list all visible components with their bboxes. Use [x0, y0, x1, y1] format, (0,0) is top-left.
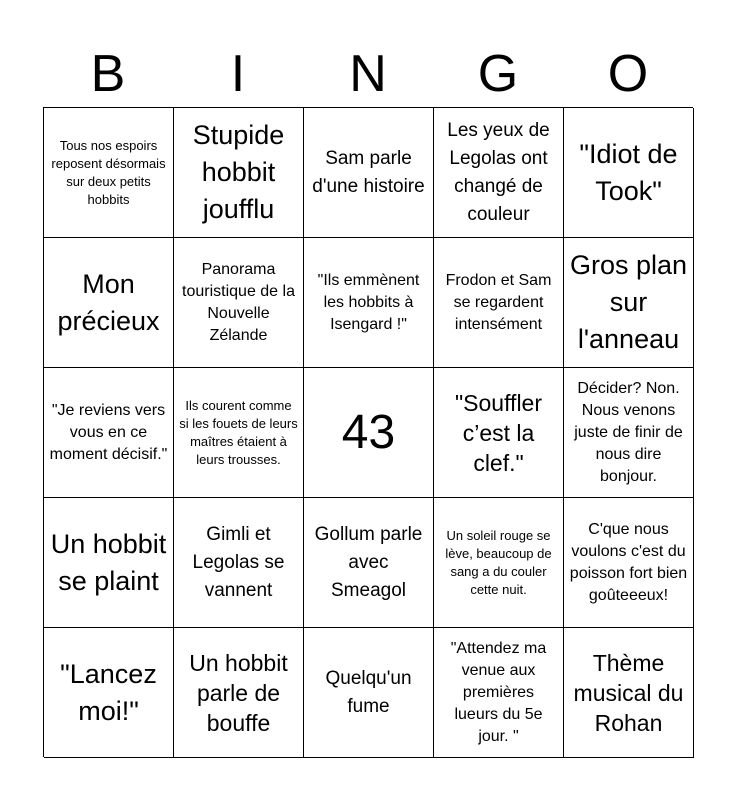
cell-text: "Idiot de Took": [579, 138, 678, 206]
header-letter-g: G: [477, 45, 519, 103]
cell-text: Un hobbit se plaint: [50, 528, 167, 596]
bingo-cell-r5-c3[interactable]: [304, 628, 434, 758]
cell-text: Tous nos espoirs reposent désormais sur deux petits hobbits: [51, 137, 166, 207]
bingo-board: [43, 107, 693, 757]
cell-text: Un hobbit parle de bouffe: [189, 649, 288, 736]
bingo-cell-r1-c3[interactable]: [304, 108, 434, 238]
cell-text: "Attendez ma venue aux premières lueurs du 5e jour. ": [450, 639, 547, 745]
bingo-cell-r4-c5[interactable]: [564, 498, 694, 628]
free-space-number: 43: [341, 405, 396, 459]
cell-text: "Je reviens vers vous en ce moment décisif.": [49, 401, 168, 463]
cell-text: Gollum parle avec Smeagol: [314, 523, 423, 601]
cell-text: Un soleil rouge se lève, beaucoup de sang a du couler cette nuit.: [445, 527, 552, 597]
cell-text: Ils courent comme si les fouets de leurs maîtres étaient à leurs trousses.: [179, 397, 298, 467]
cell-text: Les yeux de Legolas ont changé de couleur: [447, 119, 550, 225]
cell-text: "Souffler c’est la clef.": [454, 389, 542, 476]
bingo-cell-r2-c2[interactable]: [174, 238, 304, 368]
bingo-cell-r5-c2[interactable]: [174, 628, 304, 758]
bingo-cell-r2-c3[interactable]: [304, 238, 434, 368]
bingo-cell-r2-c1[interactable]: [44, 238, 174, 368]
header-letter-o: O: [607, 45, 649, 103]
bingo-header: [43, 40, 693, 108]
header-letter-i: I: [230, 45, 246, 103]
cell-text: Stupide hobbit joufflu: [192, 120, 285, 224]
bingo-cell-r4-c2[interactable]: [174, 498, 304, 628]
bingo-cell-free[interactable]: [304, 368, 434, 498]
bingo-cell-r1-c5[interactable]: [564, 108, 694, 238]
cell-text: C'que nous voulons c'est du poisson fort bien goûteeeux!: [569, 520, 688, 604]
bingo-cell-r3-c2[interactable]: [174, 368, 304, 498]
header-letter-b: B: [90, 45, 126, 103]
bingo-cell-r5-c5[interactable]: [564, 628, 694, 758]
cell-text: Mon précieux: [57, 268, 160, 336]
cell-text: Quelqu'un fume: [325, 667, 412, 717]
cell-text: Gros plan sur l'anneau: [569, 250, 688, 354]
bingo-cell-r3-c1[interactable]: [44, 368, 174, 498]
cell-text: "Ils emmènent les hobbits à Isengard !": [317, 271, 420, 333]
bingo-cell-r4-c1[interactable]: [44, 498, 174, 628]
bingo-cell-r5-c4[interactable]: [434, 628, 564, 758]
bingo-cell-r1-c1[interactable]: [44, 108, 174, 238]
bingo-cell-r1-c4[interactable]: [434, 108, 564, 238]
cell-text: "Lancez moi!": [60, 658, 157, 726]
bingo-cell-r4-c4[interactable]: [434, 498, 564, 628]
bingo-cell-r3-c5[interactable]: [564, 368, 694, 498]
bingo-cell-r5-c1[interactable]: [44, 628, 174, 758]
cell-text: Gimli et Legolas se vannent: [192, 523, 285, 601]
cell-text: Sam parle d'une histoire: [312, 147, 425, 197]
header-letter-n: N: [349, 45, 387, 103]
bingo-cell-r2-c5[interactable]: [564, 238, 694, 368]
cell-text: Décider? Non. Nous venons juste de finir de nous dire bonjour.: [574, 379, 683, 485]
bingo-cell-r4-c3[interactable]: [304, 498, 434, 628]
cell-text: Panorama touristique de la Nouvelle Zélande: [182, 260, 295, 344]
bingo-cell-r3-c4[interactable]: [434, 368, 564, 498]
cell-text: Thème musical du Rohan: [573, 649, 684, 736]
bingo-cell-r2-c4[interactable]: [434, 238, 564, 368]
cell-text: Frodon et Sam se regardent intensément: [445, 271, 552, 333]
bingo-cell-r1-c2[interactable]: [174, 108, 304, 238]
